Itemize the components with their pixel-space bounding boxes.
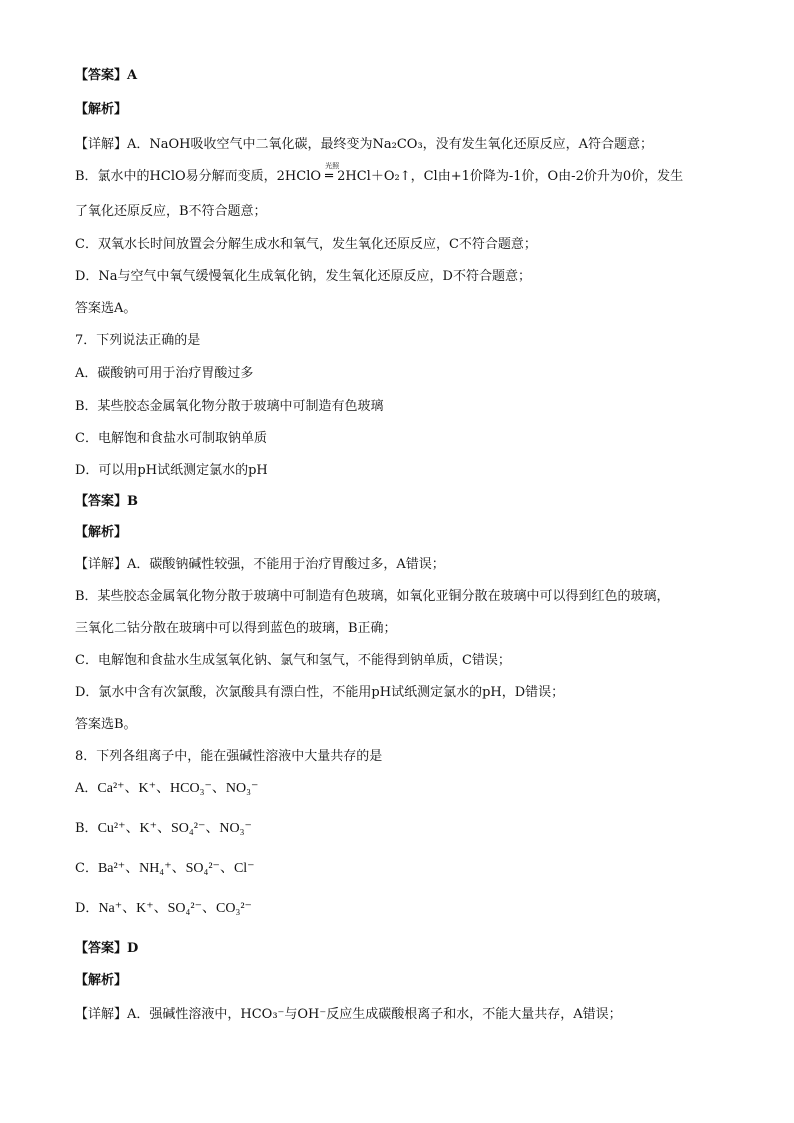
text-line: C．双氧水长时间放置会分解生成水和氧气，发生氧化还原反应，C不符合题意； <box>75 237 537 252</box>
text-line: 【解析】 <box>75 973 128 988</box>
option-c <box>75 860 255 878</box>
text-line: 【答案】A <box>75 68 138 83</box>
text-line: 【答案】B <box>75 494 138 509</box>
text-line: 8．下列各组离子中，能在强碱性溶液中大量共存的是 <box>75 749 383 764</box>
text-line: 三氧化二钴分散在玻璃中可以得到蓝色的玻璃，B正确； <box>75 621 397 636</box>
text-line: 【解析】 <box>75 525 128 540</box>
option-b <box>75 820 252 838</box>
text-line: D．可以用pH试纸测定氯水的pH <box>75 463 268 478</box>
text-line: 答案选A。 <box>75 301 137 316</box>
text-line: B．某些胶态金属氧化物分散于玻璃中可制造有色玻璃，如氧化亚铜分散在玻璃中可以得到红色的玻璃， <box>75 589 670 604</box>
ion-list: Cu²⁺、K⁺、SO₄²⁻、NO₃⁻ <box>97 821 252 836</box>
text-line: 【详解】A．碳酸钠碱性较强，不能用于治疗胃酸过多，A错误； <box>75 557 445 572</box>
text-line: A．碳酸钠可用于治疗胃酸过多 <box>75 366 254 381</box>
text-line: 了氧化还原反应，B不符合题意； <box>75 204 267 219</box>
text-line: 7．下列说法正确的是 <box>75 333 201 348</box>
text-line: D．Na与空气中氧气缓慢氧化生成氧化钠，发生氧化还原反应，D不符合题意； <box>75 269 531 284</box>
text-line: 答案选B。 <box>75 717 137 732</box>
text-line: D．氯水中含有次氯酸，次氯酸具有漂白性，不能用pH试纸测定氯水的pH，D错误； <box>75 685 565 700</box>
text-line: 【解析】 <box>75 102 128 117</box>
text-line: C．电解饱和食盐水生成氢氧化钠、氯气和氢气，不能得到钠单质，C错误； <box>75 653 511 668</box>
option-label: C． <box>75 861 98 876</box>
option-label: B． <box>75 821 98 836</box>
text-line: 【详解】A．NaOH吸收空气中二氧化碳，最终变为Na₂CO₃，没有发生氧化还原反应，A符合题意； <box>75 137 654 152</box>
ion-list: Ba²⁺、NH₄⁺、SO₄²⁻、Cl⁻ <box>97 861 255 876</box>
option-label: A． <box>75 781 98 796</box>
option-label: D． <box>75 901 99 916</box>
text-line: B．氯水中的HClO易分解而变质，2HClO 光照 ═ 2HCl＋O₂↑，Cl由+1价降为-1价，O由-2价升为0价，发生 <box>75 162 684 184</box>
text-line: B．某些胶态金属氧化物分散于玻璃中可制造有色玻璃 <box>75 399 384 414</box>
reaction-condition: 光照 ═ <box>325 162 340 184</box>
option-d <box>75 900 252 918</box>
ion-list: Na⁺、K⁺、SO₄²⁻、CO₃²⁻ <box>98 901 252 916</box>
text-line: 【答案】D <box>75 941 139 956</box>
ion-list: Ca²⁺、K⁺、HCO₃⁻、NO₃⁻ <box>97 781 259 796</box>
option-a <box>75 780 258 798</box>
text-line: 【详解】A．强碱性溶液中，HCO₃⁻与OH⁻反应生成碳酸根离子和水，不能大量共存，A错误； <box>75 1007 622 1022</box>
text-line: C．电解饱和食盐水可制取钠单质 <box>75 431 267 446</box>
